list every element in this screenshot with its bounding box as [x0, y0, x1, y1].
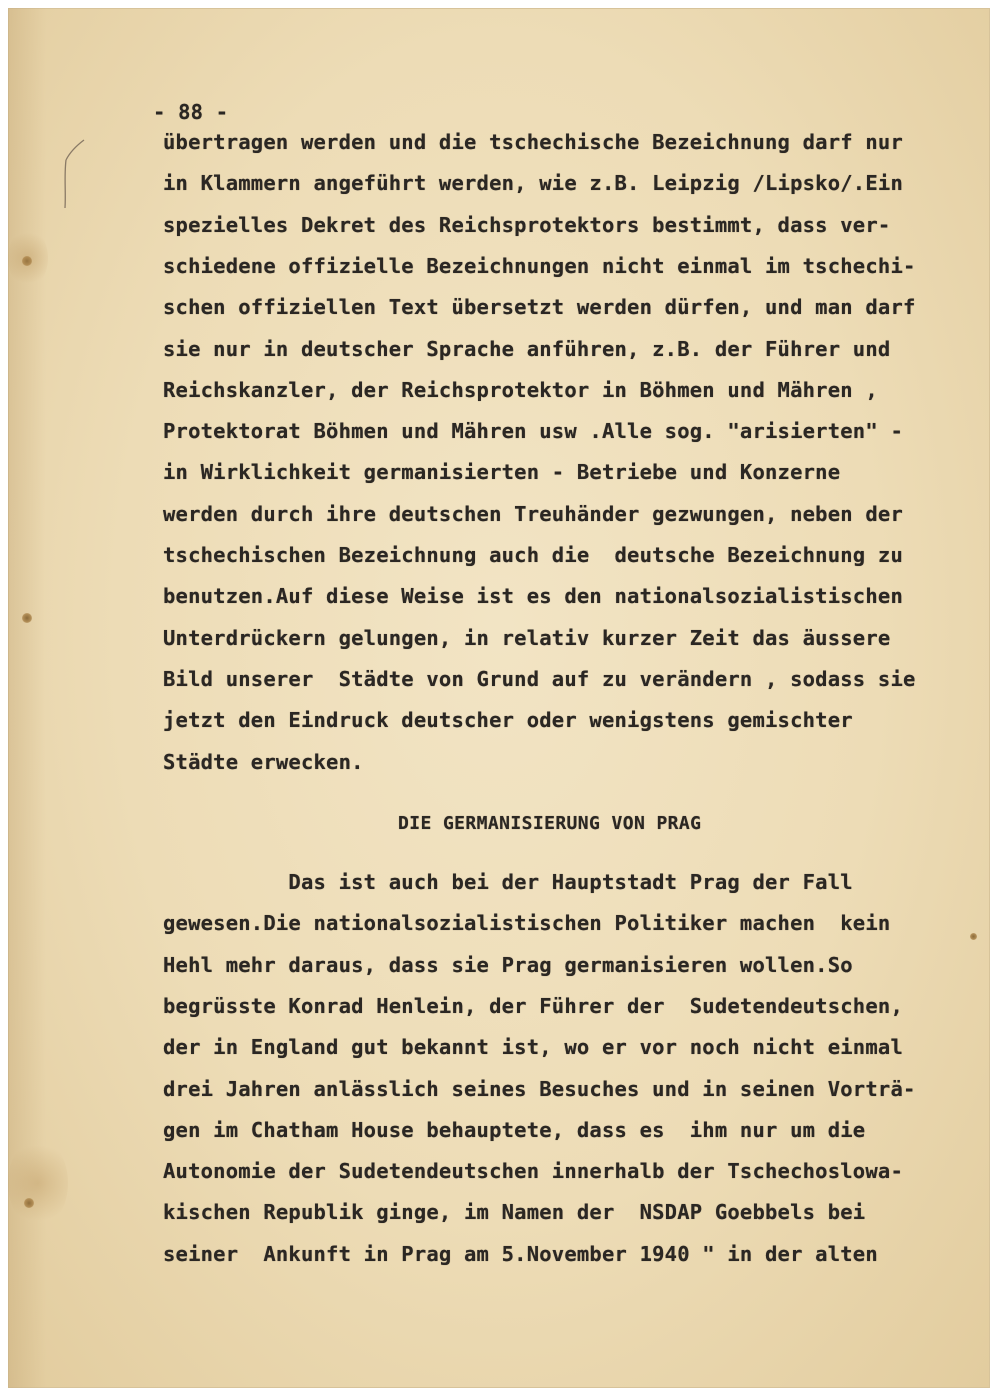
text-line: Autonomie der Sudetendeutschen innerhalb der Tschechoslowa-	[163, 1159, 903, 1184]
text-line: Reichskanzler, der Reichsprotektor in Böhmen und Mähren ,	[163, 377, 878, 402]
text-line: werden durch ihre deutschen Treuhänder gezwungen, neben der	[163, 501, 903, 526]
text-line: in Klammern angeführt werden, wie z.B. Leipzig /Lipsko/.Ein	[163, 171, 903, 196]
text-line: der in England gut bekannt ist, wo er vor noch nicht einmal	[163, 1035, 903, 1060]
text-line: spezielles Dekret des Reichsprotektors bestimmt, dass ver-	[163, 212, 891, 237]
text-line: gen im Chatham House behauptete, dass es ihm nur um die	[163, 1117, 866, 1142]
text-line: tschechischen Bezeichnung auch die deutsche Bezeichnung zu	[163, 543, 903, 567]
text-line: Bild unserer Städte von Grund auf zu verändern , sodass sie	[163, 666, 916, 691]
text-line: übertragen werden und die tschechische Bezeichnung darf nur	[163, 130, 903, 154]
pencil-mark	[36, 136, 96, 216]
section-heading: DIE GERMANISIERUNG VON PRAG	[398, 813, 702, 834]
text-line: drei Jahren anlässlich seines Besuches und in seinen Vorträ-	[163, 1076, 916, 1101]
text-line: in Wirklichkeit germanisierten - Betriebe und Konzerne	[163, 460, 841, 485]
paper-stain	[8, 228, 48, 288]
punch-hole-right	[970, 933, 977, 940]
text-line: Protektorat Böhmen und Mähren usw .Alle sog. "arisierten" -	[163, 419, 903, 444]
punch-hole-middle	[22, 613, 32, 623]
document-page	[8, 8, 990, 1388]
text-line: gewesen.Die nationalsozialistischen Politiker machen kein	[163, 911, 891, 936]
text-line: sie nur in deutscher Sprache anführen, z.B. der Führer und	[163, 336, 891, 361]
text-line: seiner Ankunft in Prag am 5.November 1940 " in der alten	[163, 1241, 878, 1266]
text-line: kischen Republik ginge, im Namen der NSDAP Goebbels bei	[163, 1200, 866, 1225]
text-line: jetzt den Eindruck deutscher oder wenigstens gemischter	[163, 708, 853, 733]
text-line: benutzen.Auf diese Weise ist es den nationalsozialistischen	[163, 584, 903, 609]
text-line: Das ist auch bei der Hauptstadt Prag der Fall	[163, 870, 853, 894]
text-line: Städte erwecken.	[163, 749, 364, 774]
text-line: Hehl mehr daraus, dass sie Prag germanisieren wollen.So	[163, 952, 853, 977]
text-line: schen offiziellen Text übersetzt werden dürfen, und man darf	[163, 295, 916, 320]
paper-stain	[8, 1138, 68, 1228]
text-line: Unterdrückern gelungen, in relativ kurzer Zeit das äussere	[163, 625, 891, 650]
text-line: begrüsste Konrad Henlein, der Führer der Sudetendeutschen,	[163, 993, 903, 1018]
text-line: schiedene offizielle Bezeichnungen nicht einmal im tschechi-	[163, 253, 916, 278]
page-number: - 88 -	[153, 100, 229, 124]
